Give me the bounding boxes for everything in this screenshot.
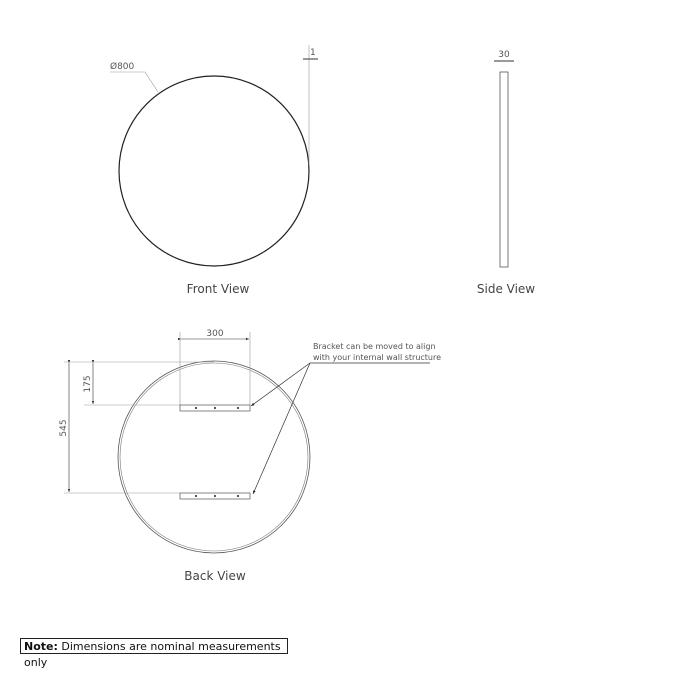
lower-offset-label: 545: [59, 419, 69, 437]
mirror-back-inner-outline: [120, 363, 308, 551]
mirror-side-profile: [500, 72, 508, 267]
annotation-leader-upper: [251, 363, 310, 406]
annotation-leader-lower: [253, 363, 310, 494]
side-view-label: Side View: [476, 282, 536, 296]
mirror-front-outline: [119, 76, 309, 266]
front-view: [110, 45, 318, 296]
top-offset-label: 175: [83, 375, 93, 393]
back-view: [59, 329, 441, 583]
depth-label: 30: [498, 50, 510, 60]
back-view-label: Back View: [184, 569, 246, 583]
diameter-label: Ø800: [110, 62, 135, 72]
diameter-leader: [110, 72, 158, 92]
lower-bracket: [180, 493, 250, 499]
thickness-label: 1: [310, 48, 316, 58]
note-text: Dimensions are nominal measurements only: [24, 640, 281, 669]
mirror-back-outline: [118, 361, 310, 553]
note-prefix: Note:: [24, 640, 58, 653]
front-view-label: Front View: [186, 282, 250, 296]
bracket-spacing-label: 300: [206, 329, 224, 339]
annotation-line-1: Bracket can be moved to align: [313, 342, 436, 351]
side-view: [477, 50, 535, 296]
annotation-line-2: with your internal wall structure: [313, 353, 442, 362]
upper-bracket: [180, 405, 250, 411]
note-box: [20, 638, 288, 669]
